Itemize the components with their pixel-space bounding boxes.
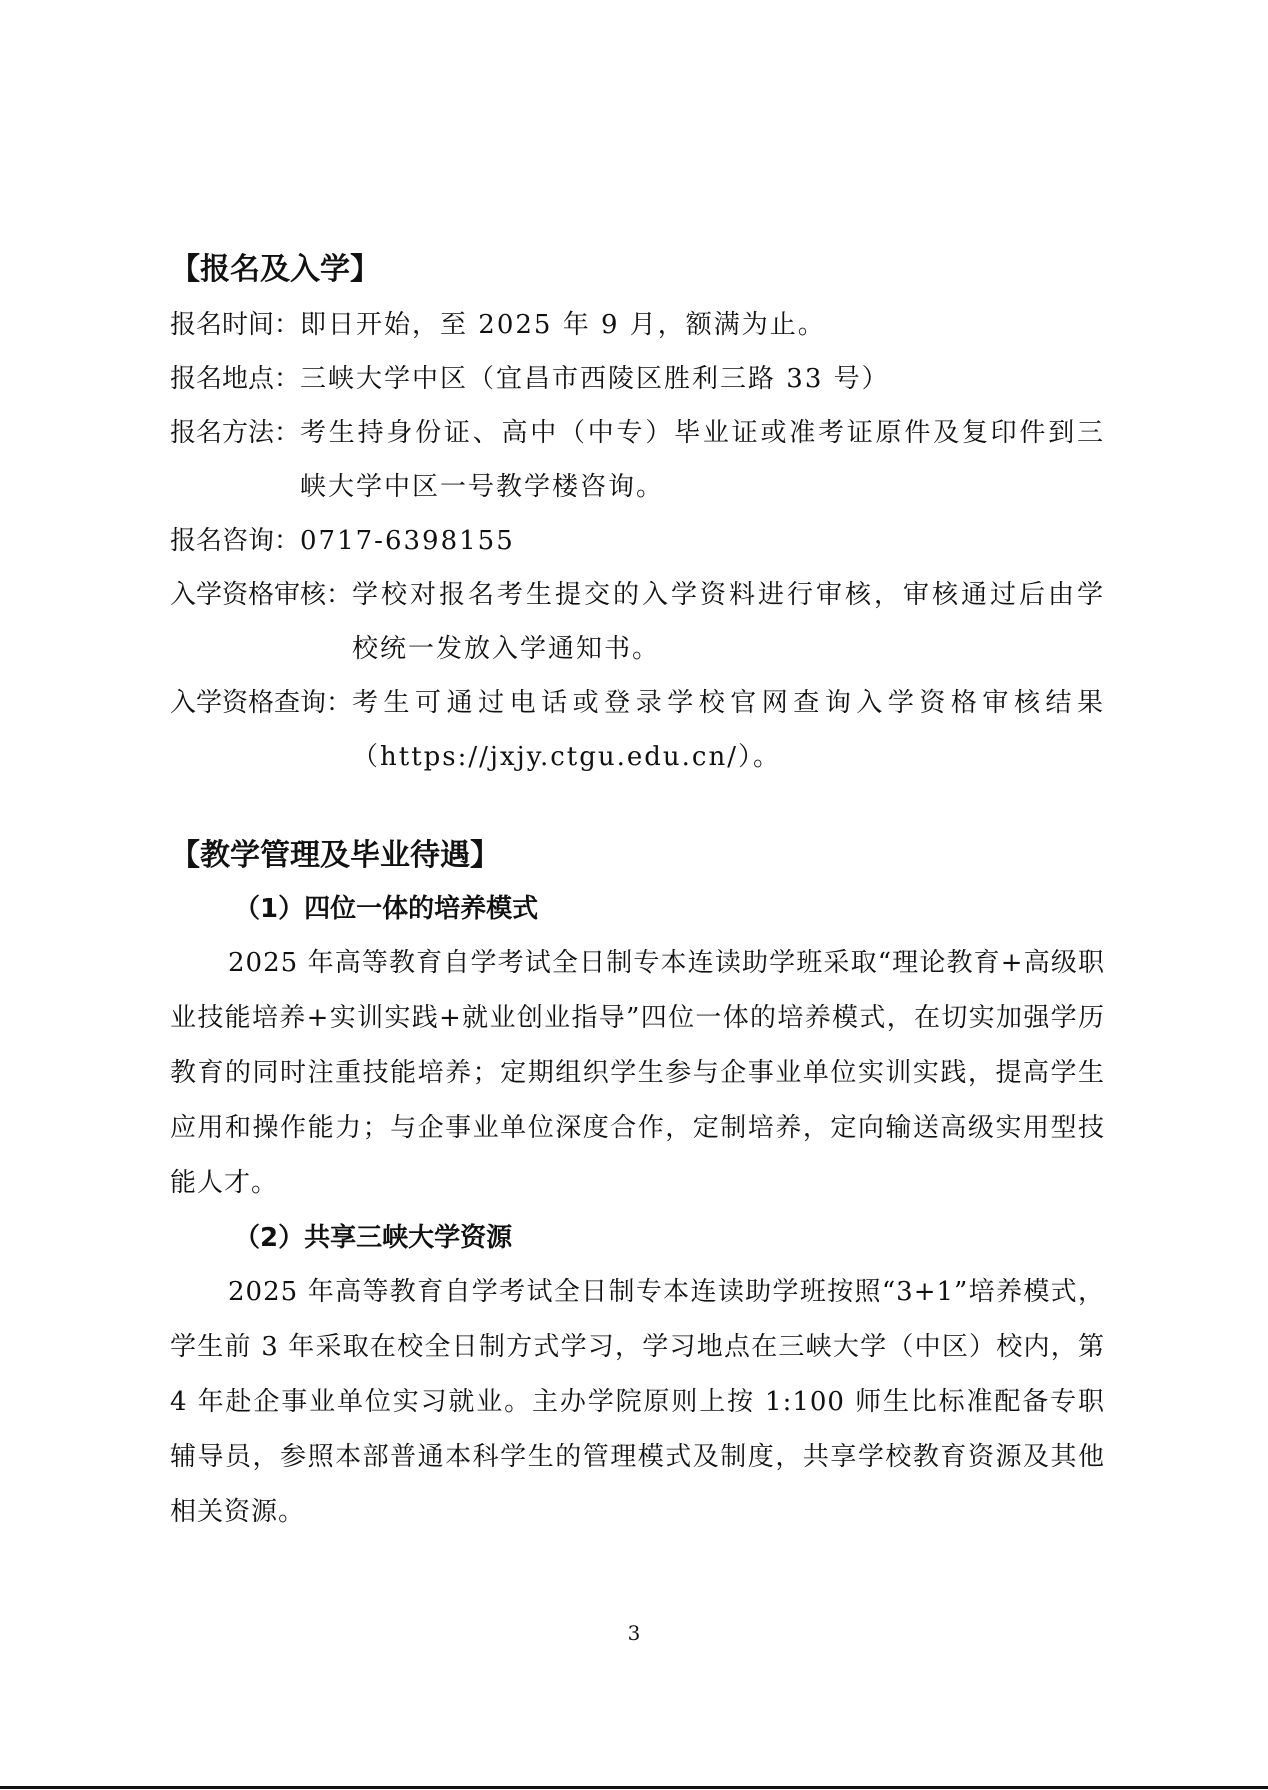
- registration-method-value: 考生持身份证、高中（中专）毕业证或准考证原件及复印件到三峡大学中区一号教学楼咨询。: [300, 418, 1105, 502]
- registration-time-row: [170, 298, 1105, 352]
- registration-method-row: [170, 406, 1105, 514]
- subsection-title-training-model: （1）四位一体的培养模式: [234, 894, 539, 924]
- bottom-edge-rule: [0, 1786, 1268, 1789]
- admission-review-value: 学校对报名考生提交的入学资料进行审核，审核通过后由学校统一发放入学通知书。: [352, 580, 1105, 664]
- registration-location-row: [170, 352, 1105, 406]
- admission-query-label: 入学资格查询：: [170, 688, 353, 718]
- subsection-title-shared-resources: （2）共享三峡大学资源: [234, 1223, 513, 1253]
- admission-query-value: 考生可通过电话或登录学校官网查询入学资格审核结果（https://jxjy.ctgu.edu.cn/）。: [352, 688, 1105, 772]
- section-heading-teaching: 【教学管理及毕业待遇】: [170, 838, 500, 873]
- registration-location-label: 报名地点：: [170, 364, 301, 394]
- registration-method-label: 报名方法：: [170, 418, 301, 448]
- registration-location-value: 三峡大学中区（宜昌市西陵区胜利三路 33 号）: [300, 364, 890, 394]
- admission-review-row: [170, 568, 1105, 676]
- registration-time-value: 即日开始，至 2025 年 9 月，额满为止。: [300, 310, 826, 340]
- page-number: 3: [627, 1621, 641, 1645]
- subsection-text-shared-resources: 2025 年高等教育自学考试全日制专本连读助学班按照“3+1”培养模式，学生前 3 年采取在校全日制方式学习，学习地点在三峡大学（中区）校内，第 4 年赴企事业单位实习就业。主办学院原则上按 1:100 师生比标准配备专职辅导员，参照本部普通本科学生的管理模式及制度，共享学校教育资源及其他相关资源。: [170, 1277, 1105, 1527]
- registration-consult-phone: 0717-6398155: [300, 526, 515, 556]
- subsection-text-training-model: 2025 年高等教育自学考试全日制专本连读助学班采取“理论教育+高级职业技能培养+实训实践+就业创业指导”四位一体的培养模式，在切实加强学历教育的同时注重技能培养；定期组织学生参与企事业单位实训实践，提高学生应用和操作能力；与企事业单位深度合作，定制培养，定向输送高级实用型技能人才。: [170, 948, 1105, 1198]
- page-content: [170, 244, 1105, 1540]
- section-heading-registration: 【报名及入学】: [170, 252, 380, 287]
- registration-time-label: 报名时间：: [170, 310, 301, 340]
- admission-review-label: 入学资格审核：: [170, 580, 353, 610]
- registration-consult-label: 报名咨询：: [170, 526, 301, 556]
- registration-consult-row: [170, 514, 1105, 568]
- admission-query-row: [170, 676, 1105, 784]
